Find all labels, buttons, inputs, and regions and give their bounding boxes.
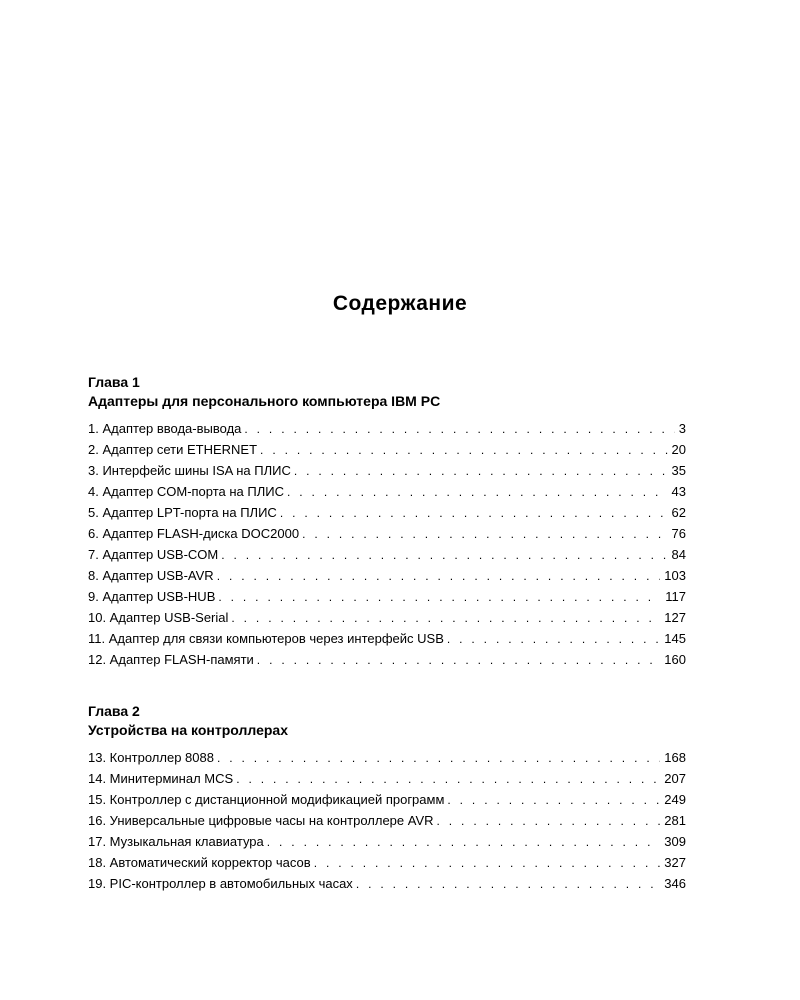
dot-leader — [244, 419, 674, 440]
toc-entry[interactable] — [88, 523, 686, 544]
toc-entry-page: 145 — [664, 631, 686, 646]
toc-entry-page: 168 — [664, 750, 686, 765]
toc-entry[interactable] — [88, 747, 686, 768]
dot-leader — [217, 566, 661, 587]
dot-leader — [236, 769, 660, 790]
toc-entry-page: 20 — [671, 442, 686, 457]
toc-entry-title: 5. Адаптер LPT-порта на ПЛИС — [88, 505, 277, 520]
toc-entry-page: 160 — [664, 652, 686, 667]
toc-entry[interactable] — [88, 649, 686, 670]
toc-entry-title: 17. Музыкальная клавиатура — [88, 834, 264, 849]
dot-leader — [447, 790, 660, 811]
toc-entry-title: 4. Адаптер COM-порта на ПЛИС — [88, 484, 285, 499]
toc-entry-page: 76 — [671, 526, 686, 541]
toc-entry[interactable] — [88, 481, 686, 502]
toc-entry-title: 6. Адаптер FLASH-диска DOC2000 — [88, 526, 300, 541]
toc-entry[interactable] — [88, 852, 686, 873]
toc-entry-page: 84 — [671, 547, 686, 562]
toc-entry[interactable] — [88, 607, 686, 628]
chapter-heading: Адаптеры для персонального компьютера IBM PC — [88, 393, 441, 409]
toc-entry-title: 13. Контроллер 8088 — [88, 750, 214, 765]
toc-entry-page: 117 — [665, 589, 686, 604]
chapter-label: Глава 1 — [88, 374, 140, 390]
toc-entry-title: 14. Минитерминал MCS — [88, 771, 234, 786]
dot-leader — [221, 545, 667, 566]
toc-entry[interactable] — [88, 460, 686, 481]
toc-entry-title: 2. Адаптер сети ETHERNET — [88, 442, 258, 457]
toc-entry-title: 15. Контроллер с дистанционной модификацией программ — [88, 792, 445, 807]
chapter-heading: Устройства на контроллерах — [88, 722, 289, 738]
toc-entry-page: 249 — [664, 792, 686, 807]
toc-entry-page: 281 — [664, 813, 686, 828]
toc-entry-page: 207 — [664, 771, 686, 786]
dot-leader — [437, 811, 661, 832]
toc-entry-page: 43 — [671, 484, 686, 499]
page-title: Содержание — [332, 292, 468, 315]
dot-leader — [287, 482, 668, 503]
toc-entry[interactable] — [88, 628, 686, 649]
toc-entry-title: 8. Адаптер USB-AVR — [88, 568, 214, 583]
toc-entry[interactable] — [88, 544, 686, 565]
toc-entry-page: 103 — [664, 568, 686, 583]
toc-entry-title: 16. Универсальные цифровые часы на контроллере AVR — [88, 813, 434, 828]
toc-entry-title: 3. Интерфейс шины ISA на ПЛИС — [88, 463, 291, 478]
dot-leader — [294, 461, 668, 482]
dot-leader — [302, 524, 667, 545]
toc-entry-page: 62 — [671, 505, 686, 520]
toc-entry-title: 12. Адаптер FLASH-памяти — [88, 652, 254, 667]
toc-entry[interactable] — [88, 768, 686, 789]
toc-entry[interactable] — [88, 502, 686, 523]
toc-entry-page: 327 — [664, 855, 686, 870]
toc-entry-page: 3 — [678, 421, 686, 436]
toc-entry[interactable] — [88, 418, 686, 439]
toc-list — [88, 747, 686, 894]
toc-entry-title: 7. Адаптер USB-COM — [88, 547, 219, 562]
dot-leader — [267, 832, 661, 853]
dot-leader — [314, 853, 661, 874]
toc-entry-title: 18. Автоматический корректор часов — [88, 855, 311, 870]
toc-entry[interactable] — [88, 565, 686, 586]
chapter-2-section — [88, 702, 686, 894]
toc-entry[interactable] — [88, 873, 686, 894]
dot-leader — [217, 748, 660, 769]
dot-leader — [280, 503, 668, 524]
dot-leader — [257, 650, 661, 671]
toc-list — [88, 418, 686, 670]
dot-leader — [356, 874, 660, 895]
dot-leader — [218, 587, 661, 608]
toc-entry-page: 127 — [664, 610, 686, 625]
toc-entry-title: 9. Адаптер USB-HUB — [88, 589, 216, 604]
toc-entry-page: 35 — [671, 463, 686, 478]
chapter-label: Глава 2 — [88, 703, 140, 719]
toc-entry[interactable] — [88, 439, 686, 460]
toc-entry-title: 11. Адаптер для связи компьютеров через интерфейс USB — [88, 631, 444, 646]
dot-leader — [231, 608, 660, 629]
dot-leader — [447, 629, 660, 650]
toc-entry-title: 1. Адаптер ввода-вывода — [88, 421, 242, 436]
dot-leader — [260, 440, 667, 461]
toc-entry[interactable] — [88, 810, 686, 831]
toc-entry[interactable] — [88, 831, 686, 852]
toc-entry[interactable] — [88, 586, 686, 607]
toc-entry-page: 346 — [664, 876, 686, 891]
toc-entry-title: 10. Адаптер USB-Serial — [88, 610, 229, 625]
toc-entry-title: 19. PIC-контроллер в автомобильных часах — [88, 876, 353, 891]
toc-entry[interactable] — [88, 789, 686, 810]
chapter-1-section — [88, 373, 686, 670]
toc-entry-page: 309 — [664, 834, 686, 849]
